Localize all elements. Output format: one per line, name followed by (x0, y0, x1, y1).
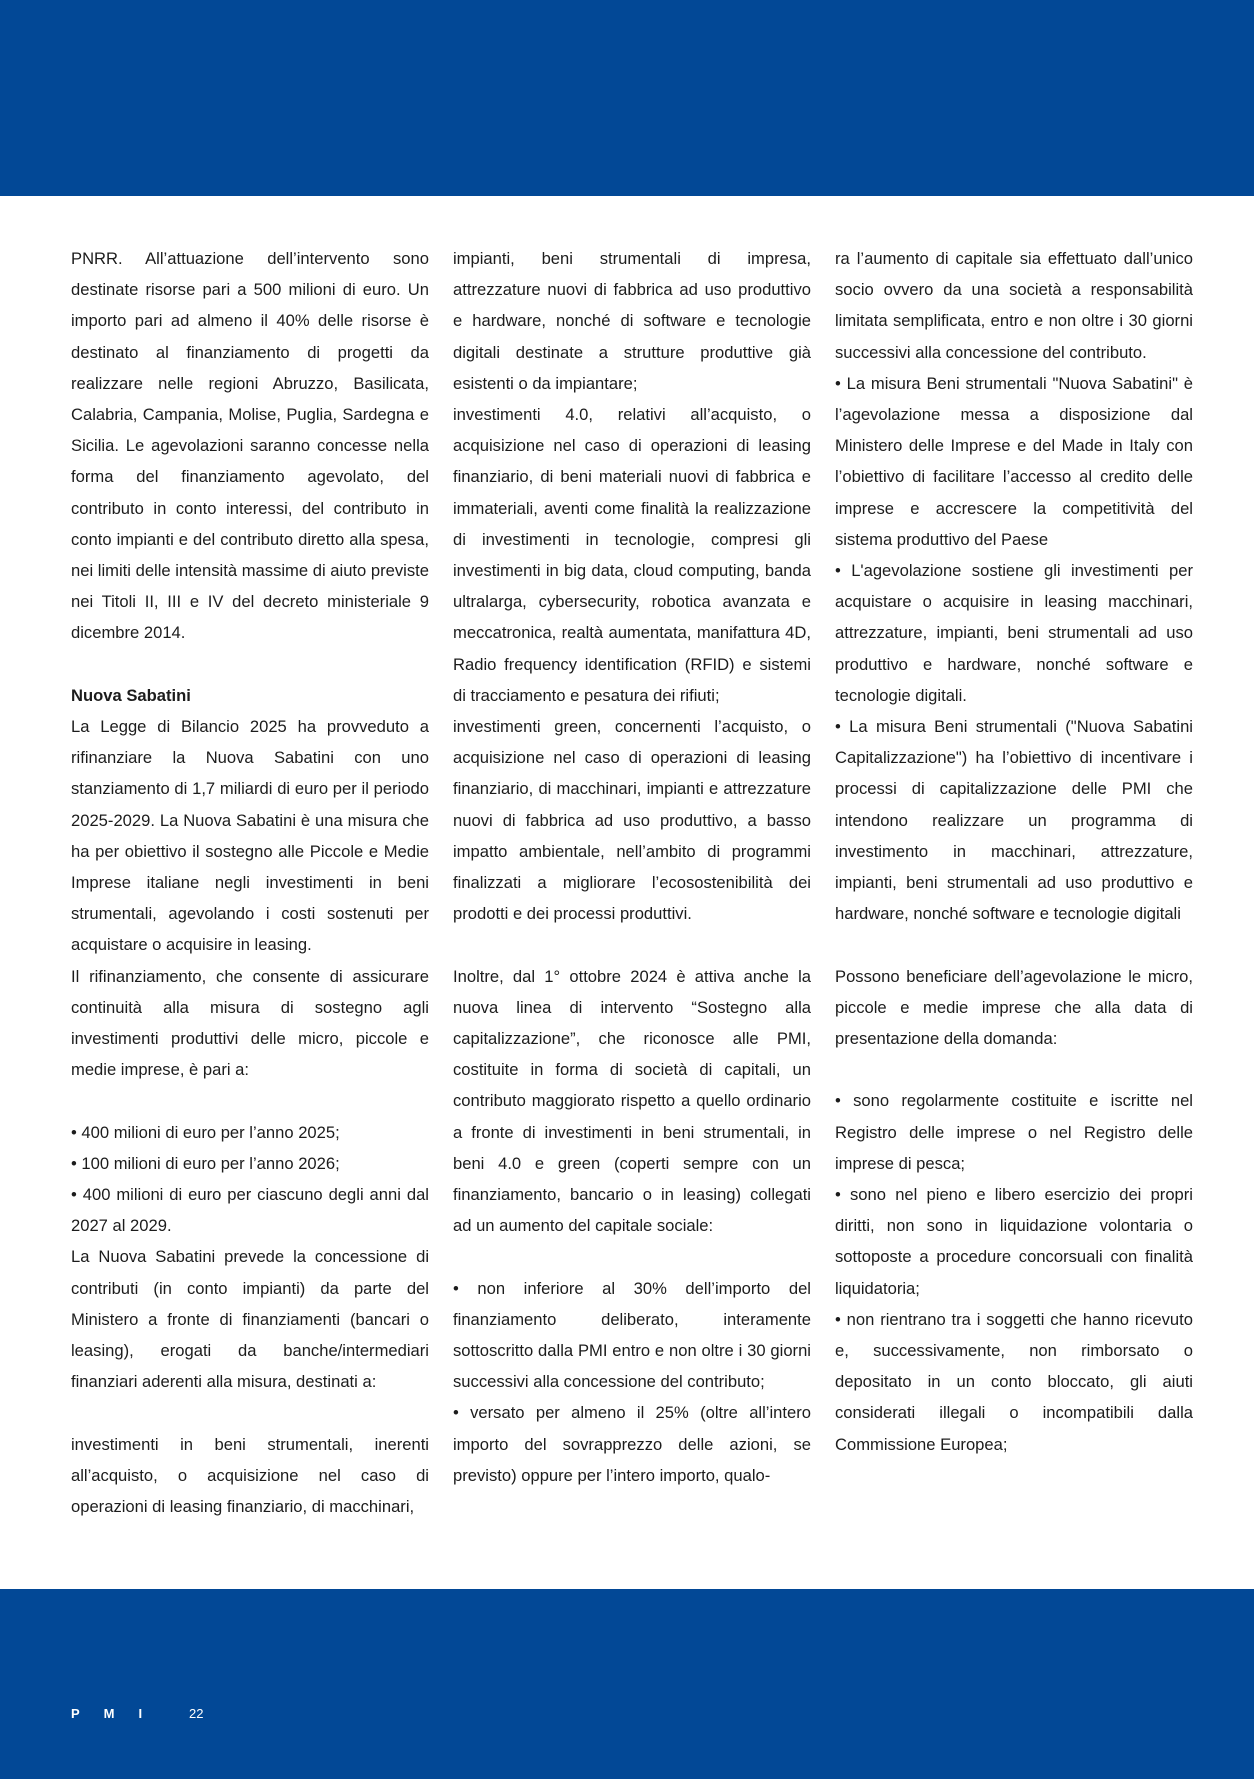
footer-section-label: PMI (71, 1706, 167, 1721)
paragraph: PNRR. All’attuazione dell’intervento sono destinate risorse pari a 500 milioni di euro. Un importo pari ad almeno il 40% delle risorse è destinato al finanziamento di progetti da realizzare nelle regioni Abruzzo, Basilicata, Calabria, Campania, Molise, Puglia, Sardegna e Sicilia. Le agevolazioni saranno concesse nella forma del finanziamento agevolato, del contributo in conto interessi, del contributo in conto impianti e del contributo diretto alla spesa, nei limiti delle intensità massime di aiuto previste nei Titoli II, III e IV del decreto ministeriale 9 dicembre 2014. (71, 249, 429, 643)
footer-band (0, 1589, 1254, 1779)
list-item: • non inferiore al 30% dell’importo del finanziamento deliberato, interamente sottoscritto dalla PMI entro e non oltre i 30 giorni successivi alla concessione del contributo; (453, 1278, 811, 1392)
section-heading: Nuova Sabatini (71, 685, 191, 705)
paragraph: investimenti in beni strumentali, inerenti all’acquisto, o acquisizione nel caso di operazioni di leasing finanziario, di macchinari, (71, 1434, 429, 1517)
paragraph: investimenti 4.0, relativi all’acquisto, o acquisizione nel caso di operazioni di leasing finanziario, di beni materiali nuovi di fabbrica e immateriali, aventi come finalità la realizzazione di investimenti in tecnologie, compresi gli investimenti in big data, cloud computing, banda ultralarga, cybersecurity, robotica avanzata e meccatronica, realtà aumentata, manifattura 4D, Radio frequency identification (RFID) e sistemi di tracciamento e pesatura dei rifiuti; (453, 405, 811, 705)
paragraph: ra l’aumento di capitale sia effettuato dall’unico socio ovvero da una società a responsabilità limitata semplificata, entro e non oltre i 30 giorni successivi alla concessione del contributo. (835, 249, 1193, 362)
list-item: • non rientrano tra i soggetti che hanno ricevuto e, successivamente, non rimborsato o depositato in un conto bloccato, gli aiuti considerati illegali o incompatibili dalla Commissione Europea; (835, 1309, 1193, 1454)
list-item: • sono nel pieno e libero esercizio dei propri diritti, non sono in liquidazione volontaria o sottoposte a procedure concorsuali con finalità liquidatoria; (835, 1185, 1193, 1298)
text-column-2 (453, 243, 811, 1491)
header-band (0, 0, 1254, 196)
list-item: • La misura Beni strumentali ("Nuova Sabatini Capitalizzazione") ha l’obiettivo di incentivare i processi di capitalizzazione delle PMI che intendono realizzare un programma di investimento in macchinari, attrezzature, impianti, beni strumentali ad uso produttivo e hardware, nonché software e tecnologie digitali (835, 717, 1193, 924)
list-item: • sono regolarmente costituite e iscritte nel Registro delle imprese o nel Registro delle imprese di pesca; (835, 1091, 1193, 1173)
text-column-1 (71, 243, 429, 1522)
list-item: • La misura Beni strumentali "Nuova Sabatini" è l’agevolazione messa a disposizione dal Ministero delle Imprese e del Made in Italy con l’obiettivo di facilitare l’accesso al credito delle imprese e accrescere la competitività del sistema produttivo del Paese (835, 373, 1193, 549)
list-item: • 400 milioni di euro per l’anno 2025; (71, 1122, 340, 1142)
paragraph: Il rifinanziamento, che consente di assicurare continuità alla misura di sostegno agli investimenti produttivi delle micro, piccole e medie imprese, è pari a: (71, 966, 429, 1080)
list-item: • versato per almeno il 25% (oltre all’intero importo del sovrapprezzo delle azioni, se previsto) oppure per l’intero importo, qualo- (453, 1403, 811, 1485)
list-item: • 100 milioni di euro per l’anno 2026; (71, 1153, 340, 1173)
paragraph: impianti, beni strumentali di impresa, attrezzature nuovi di fabbrica ad uso produttivo e hardware, nonché di software e tecnologie digitali destinate a strutture produttive già esistenti o da impiantare; (453, 249, 811, 393)
paragraph: investimenti green, concernenti l’acquisto, o acquisizione nel caso di operazioni di leasing finanziario, di macchinari, impianti e attrezzature nuovi di fabbrica ad uso produttivo, a basso impatto ambientale, nell’ambito di programmi finalizzati a migliorare l’ecosostenibilità dei prodotti e dei processi produttivi. (453, 717, 811, 924)
page-number: 22 (189, 1706, 204, 1721)
paragraph: Inoltre, dal 1° ottobre 2024 è attiva anche la nuova linea di intervento “Sostegno alla capitalizzazione”, che riconosce alle PMI, costituite in forma di società di capitali, un contributo maggiorato rispetto a quello ordinario a fronte di investimenti in beni strumentali, in beni 4.0 e green (coperti sempre con un finanziamento, bancario o in leasing) collegati ad un aumento del capitale sociale: (453, 966, 811, 1236)
paragraph: La Nuova Sabatini prevede la concessione di contributi (in conto impianti) da parte del Ministero a fronte di finanziamenti (bancari o leasing), erogati da banche/intermediari finanziari aderenti alla misura, destinati a: (71, 1247, 429, 1392)
paragraph: Possono beneficiare dell’agevolazione le micro, piccole e medie imprese che alla data di presentazione della domanda: (835, 966, 1193, 1049)
list-item: • 400 milioni di euro per ciascuno degli anni dal 2027 al 2029. (71, 1185, 429, 1236)
paragraph: La Legge di Bilancio 2025 ha provveduto a rifinanziare la Nuova Sabatini con uno stanziamento di 1,7 miliardi di euro per il periodo 2025-2029. La Nuova Sabatini è una misura che ha per obiettivo il sostegno alle Piccole e Medie Imprese italiane negli investimenti in beni strumentali, agevolando i costi sostenuti per acquistare o acquisire in leasing. (71, 717, 429, 955)
text-column-3 (835, 243, 1193, 1460)
list-item: • L'agevolazione sostiene gli investimenti per acquistare o acquisire in leasing macchinari, attrezzature, impianti, beni strumentali ad uso produttivo e hardware, nonché software e tecnologie digitali. (835, 561, 1193, 705)
